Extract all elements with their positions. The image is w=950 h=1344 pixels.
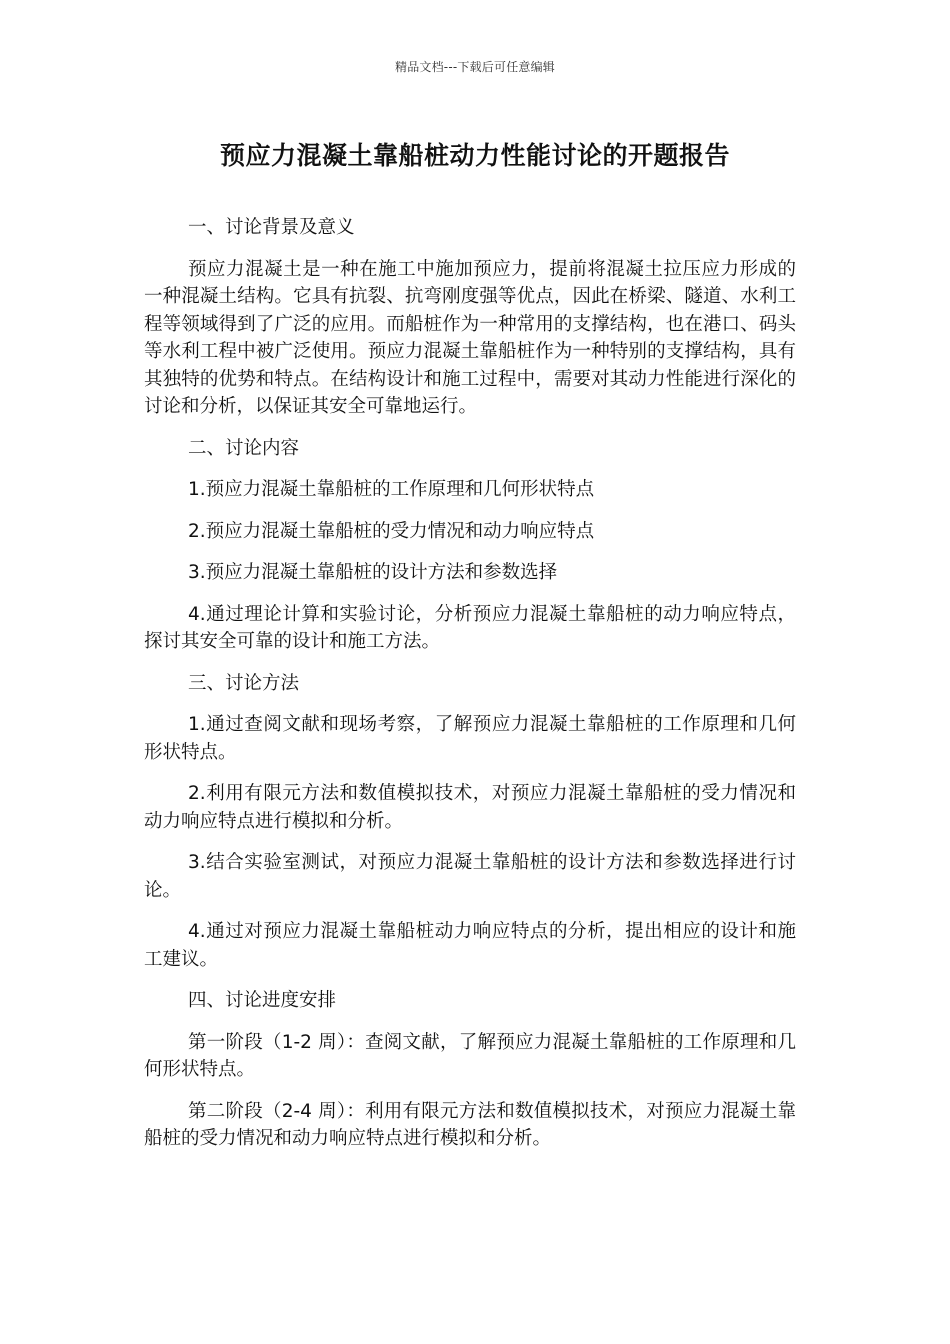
document-title: 预应力混凝土靠船桩动力性能讨论的开题报告 [219,141,730,170]
content-item-1: 1.预应力混凝土靠船桩的工作原理和几何形状特点 [188,479,595,500]
section-heading-content: 二、讨论内容 [188,437,300,459]
schedule-stage-2: 第二阶段（2-4 周）：利用有限元方法和数值模拟技术，对预应力混凝土靠船桩的受力情况和动力响应特点进行模拟和分析。 [144,1100,796,1149]
method-item-1: 1.通过查阅文献和现场考察，了解预应力混凝土靠船桩的工作原理和几何形状特点。 [144,714,796,763]
document-body [144,214,796,1167]
schedule-stage-1: 第一阶段（1-2 周）：查阅文献，了解预应力混凝土靠船桩的工作原理和几何形状特点。 [144,1031,796,1080]
method-item-4: 4.通过对预应力混凝土靠船桩动力响应特点的分析，提出相应的设计和施工建议。 [144,921,796,970]
content-item-4: 4.通过理论计算和实验讨论，分析预应力混凝土靠船桩的动力响应特点，探讨其安全可靠的设计和施工方法。 [144,603,796,652]
section-heading-background: 一、讨论背景及意义 [188,217,355,238]
header-note: 精品文档---下载后可任意编辑 [395,60,555,74]
content-item-2: 2.预应力混凝土靠船桩的受力情况和动力响应特点 [188,520,595,542]
section-heading-schedule: 四、讨论进度安排 [188,990,337,1011]
method-item-2: 2.利用有限元方法和数值模拟技术，对预应力混凝土靠船桩的受力情况和动力响应特点进行模拟和分析。 [144,783,796,832]
section-heading-methods: 三、讨论方法 [188,672,300,694]
content-item-3: 3.预应力混凝土靠船桩的设计方法和参数选择 [188,562,558,583]
paragraph-background: 预应力混凝土是一种在施工中施加预应力，提前将混凝土拉压应力形成的一种混凝土结构。它具有抗裂、抗弯刚度强等优点，因此在桥梁、隧道、水利工程等领域得到了广泛的应用。而船桩作为一种常用的支撑结构，也在港口、码头等水利工程中被广泛使用。预应力混凝土靠船桩作为一种特别的支撑结构，具有其独特的优势和特点。在结构设计和施工过程中，需要对其动力性能进行深化的讨论和分析，以保证其安全可靠地运行。 [144,258,796,417]
method-item-3: 3.结合实验室测试，对预应力混凝土靠船桩的设计方法和参数选择进行讨论。 [144,852,796,901]
